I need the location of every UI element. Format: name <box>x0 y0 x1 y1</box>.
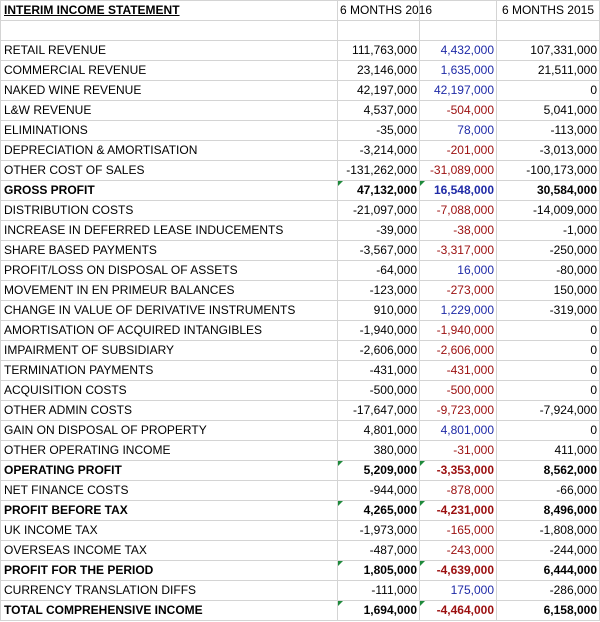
value-difference[interactable]: -4,231,000 <box>420 501 497 521</box>
table-row <box>1 381 600 401</box>
table-row <box>1 181 600 201</box>
value-2016[interactable]: 4,265,000 <box>338 501 420 521</box>
value-2016[interactable]: 910,000 <box>338 301 420 321</box>
value-difference[interactable]: -9,723,000 <box>420 401 497 421</box>
value-2016[interactable]: 380,000 <box>338 441 420 461</box>
value-2016[interactable]: 23,146,000 <box>338 61 420 81</box>
value-2015[interactable]: 0 <box>497 381 600 401</box>
row-label[interactable]: OTHER OPERATING INCOME <box>1 441 338 461</box>
value-difference[interactable]: 1,635,000 <box>420 61 497 81</box>
value-difference[interactable]: -31,089,000 <box>420 161 497 181</box>
value-2016[interactable]: -431,000 <box>338 361 420 381</box>
value-difference[interactable]: 4,432,000 <box>420 41 497 61</box>
value-difference[interactable]: -4,464,000 <box>420 601 497 621</box>
value-2015[interactable]: 0 <box>497 361 600 381</box>
value-2015[interactable]: -319,000 <box>497 301 600 321</box>
empty-cell[interactable] <box>497 21 600 41</box>
value-2016[interactable]: 111,763,000 <box>338 41 420 61</box>
value-2016[interactable]: 47,132,000 <box>338 181 420 201</box>
value-2016[interactable]: -64,000 <box>338 261 420 281</box>
table-row <box>1 601 600 621</box>
row-label[interactable]: ELIMINATIONS <box>1 121 338 141</box>
value-2015[interactable]: -286,000 <box>497 581 600 601</box>
value-difference[interactable]: -38,000 <box>420 221 497 241</box>
row-label[interactable]: L&W REVENUE <box>1 101 338 121</box>
table-row <box>1 561 600 581</box>
value-2016[interactable]: 4,537,000 <box>338 101 420 121</box>
row-label[interactable]: INCREASE IN DEFERRED LEASE INDUCEMENTS <box>1 221 338 241</box>
value-2015[interactable]: -250,000 <box>497 241 600 261</box>
column-header-difference[interactable] <box>420 1 497 21</box>
row-label[interactable]: CHANGE IN VALUE OF DERIVATIVE INSTRUMENTS <box>1 301 338 321</box>
value-2015[interactable]: 30,584,000 <box>497 181 600 201</box>
row-label[interactable]: UK INCOME TAX <box>1 521 338 541</box>
value-difference[interactable]: -504,000 <box>420 101 497 121</box>
value-2015[interactable]: -1,808,000 <box>497 521 600 541</box>
table-row <box>1 461 600 481</box>
table-row <box>1 81 600 101</box>
value-2015[interactable]: -113,000 <box>497 121 600 141</box>
table-row <box>1 241 600 261</box>
value-difference[interactable]: 42,197,000 <box>420 81 497 101</box>
row-label[interactable]: OPERATING PROFIT <box>1 461 338 481</box>
value-difference[interactable]: 16,548,000 <box>420 181 497 201</box>
row-label[interactable]: OVERSEAS INCOME TAX <box>1 541 338 561</box>
value-2015[interactable]: 107,331,000 <box>497 41 600 61</box>
value-difference[interactable]: -878,000 <box>420 481 497 501</box>
value-difference[interactable]: -201,000 <box>420 141 497 161</box>
value-2016[interactable]: -2,606,000 <box>338 341 420 361</box>
value-2015[interactable]: -244,000 <box>497 541 600 561</box>
value-difference[interactable]: -7,088,000 <box>420 201 497 221</box>
row-label[interactable]: DEPRECIATION & AMORTISATION <box>1 141 338 161</box>
table-row <box>1 201 600 221</box>
value-difference[interactable]: -1,940,000 <box>420 321 497 341</box>
value-2015[interactable]: 150,000 <box>497 281 600 301</box>
row-label[interactable]: TERMINATION PAYMENTS <box>1 361 338 381</box>
value-difference[interactable]: 78,000 <box>420 121 497 141</box>
row-label[interactable]: MOVEMENT IN EN PRIMEUR BALANCES <box>1 281 338 301</box>
row-label[interactable]: NET FINANCE COSTS <box>1 481 338 501</box>
value-2015[interactable]: 0 <box>497 81 600 101</box>
table-row <box>1 361 600 381</box>
table-row <box>1 541 600 561</box>
table-row <box>1 221 600 241</box>
table-row <box>1 301 600 321</box>
value-2015[interactable]: -3,013,000 <box>497 141 600 161</box>
value-difference[interactable]: 16,000 <box>420 261 497 281</box>
empty-cell[interactable] <box>1 21 338 41</box>
sheet-body <box>1 1 600 621</box>
table-row <box>1 141 600 161</box>
row-label[interactable]: SHARE BASED PAYMENTS <box>1 241 338 261</box>
table-row <box>1 421 600 441</box>
row-label[interactable]: OTHER COST OF SALES <box>1 161 338 181</box>
value-2015[interactable]: -14,009,000 <box>497 201 600 221</box>
value-2016[interactable]: -131,262,000 <box>338 161 420 181</box>
value-2015[interactable]: -1,000 <box>497 221 600 241</box>
table-row <box>1 521 600 541</box>
value-2016[interactable]: 42,197,000 <box>338 81 420 101</box>
value-2015[interactable]: 0 <box>497 321 600 341</box>
value-difference[interactable]: -500,000 <box>420 381 497 401</box>
value-2015[interactable]: -100,173,000 <box>497 161 600 181</box>
value-2016[interactable]: -21,097,000 <box>338 201 420 221</box>
row-label[interactable]: PROFIT BEFORE TAX <box>1 501 338 521</box>
table-row <box>1 581 600 601</box>
value-2016[interactable]: -39,000 <box>338 221 420 241</box>
value-2015[interactable]: 6,158,000 <box>497 601 600 621</box>
table-row <box>1 341 600 361</box>
value-difference[interactable]: -165,000 <box>420 521 497 541</box>
value-2016[interactable]: -487,000 <box>338 541 420 561</box>
row-label[interactable]: TOTAL COMPREHENSIVE INCOME <box>1 601 338 621</box>
table-row <box>1 281 600 301</box>
empty-cell[interactable] <box>338 21 420 41</box>
value-difference[interactable]: 1,229,000 <box>420 301 497 321</box>
value-2016[interactable]: -35,000 <box>338 121 420 141</box>
row-label[interactable]: OTHER ADMIN COSTS <box>1 401 338 421</box>
table-row <box>1 501 600 521</box>
value-2015[interactable]: 0 <box>497 341 600 361</box>
value-2016[interactable]: -17,647,000 <box>338 401 420 421</box>
table-row <box>1 41 600 61</box>
value-difference[interactable]: -2,606,000 <box>420 341 497 361</box>
value-difference[interactable]: -273,000 <box>420 281 497 301</box>
value-2016[interactable]: 5,209,000 <box>338 461 420 481</box>
row-label[interactable]: COMMERCIAL REVENUE <box>1 61 338 81</box>
value-difference[interactable]: 175,000 <box>420 581 497 601</box>
value-difference[interactable]: -3,317,000 <box>420 241 497 261</box>
row-label[interactable]: GAIN ON DISPOSAL OF PROPERTY <box>1 421 338 441</box>
value-2015[interactable]: -7,924,000 <box>497 401 600 421</box>
value-2016[interactable]: 4,801,000 <box>338 421 420 441</box>
row-label[interactable]: DISTRIBUTION COSTS <box>1 201 338 221</box>
table-row <box>1 481 600 501</box>
value-2016[interactable]: 1,694,000 <box>338 601 420 621</box>
statement-title[interactable]: INTERIM INCOME STATEMENT <box>1 1 338 21</box>
table-row <box>1 161 600 181</box>
value-difference[interactable]: -431,000 <box>420 361 497 381</box>
row-label[interactable]: AMORTISATION OF ACQUIRED INTANGIBLES <box>1 321 338 341</box>
value-difference[interactable]: -243,000 <box>420 541 497 561</box>
value-2016[interactable]: -123,000 <box>338 281 420 301</box>
header-row <box>1 1 600 21</box>
value-2016[interactable]: -944,000 <box>338 481 420 501</box>
value-difference[interactable]: -3,353,000 <box>420 461 497 481</box>
column-header-2016[interactable]: 6 MONTHS 2016 <box>338 1 420 21</box>
value-2016[interactable]: -3,567,000 <box>338 241 420 261</box>
value-difference[interactable]: -4,639,000 <box>420 561 497 581</box>
row-label[interactable]: PROFIT/LOSS ON DISPOSAL OF ASSETS <box>1 261 338 281</box>
row-label[interactable]: ACQUISITION COSTS <box>1 381 338 401</box>
value-2015[interactable]: -66,000 <box>497 481 600 501</box>
value-2016[interactable]: -1,973,000 <box>338 521 420 541</box>
blank-row <box>1 21 600 41</box>
table-row <box>1 321 600 341</box>
value-2016[interactable]: 1,805,000 <box>338 561 420 581</box>
value-2016[interactable]: -500,000 <box>338 381 420 401</box>
row-label[interactable]: GROSS PROFIT <box>1 181 338 201</box>
column-header-2015[interactable]: 6 MONTHS 2015 <box>497 1 600 21</box>
value-2015[interactable]: 411,000 <box>497 441 600 461</box>
row-label[interactable]: RETAIL REVENUE <box>1 41 338 61</box>
value-difference[interactable]: 4,801,000 <box>420 421 497 441</box>
row-label[interactable]: PROFIT FOR THE PERIOD <box>1 561 338 581</box>
table-row <box>1 61 600 81</box>
value-2016[interactable]: -1,940,000 <box>338 321 420 341</box>
value-difference[interactable]: -31,000 <box>420 441 497 461</box>
table-row <box>1 121 600 141</box>
value-2015[interactable]: 5,041,000 <box>497 101 600 121</box>
value-2015[interactable]: 8,496,000 <box>497 501 600 521</box>
table-row <box>1 261 600 281</box>
value-2015[interactable]: 8,562,000 <box>497 461 600 481</box>
value-2016[interactable]: -111,000 <box>338 581 420 601</box>
row-label[interactable]: CURRENCY TRANSLATION DIFFS <box>1 581 338 601</box>
value-2015[interactable]: 21,511,000 <box>497 61 600 81</box>
table-row <box>1 101 600 121</box>
empty-cell[interactable] <box>420 21 497 41</box>
table-row <box>1 401 600 421</box>
row-label[interactable]: IMPAIRMENT OF SUBSIDIARY <box>1 341 338 361</box>
value-2015[interactable]: -80,000 <box>497 261 600 281</box>
value-2015[interactable]: 0 <box>497 421 600 441</box>
row-label[interactable]: NAKED WINE REVENUE <box>1 81 338 101</box>
value-2016[interactable]: -3,214,000 <box>338 141 420 161</box>
value-2015[interactable]: 6,444,000 <box>497 561 600 581</box>
table-row <box>1 441 600 461</box>
